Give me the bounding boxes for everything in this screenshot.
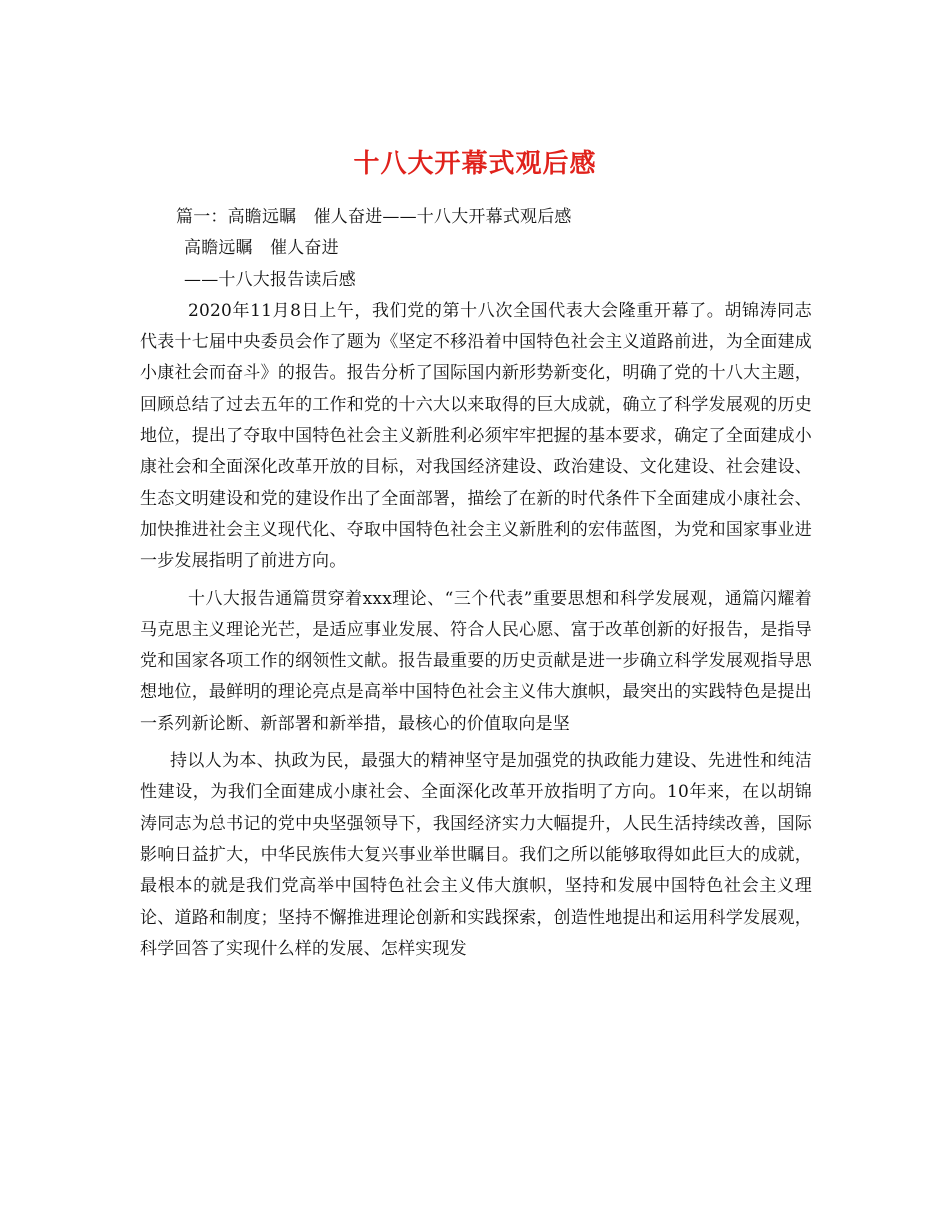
paragraph-3: 持以人为本、执政为民，最强大的精神坚守是加强党的执政能力建设、先进性和纯洁性建设，为我们全面建成小康社会、全面深化改革开放指明了方向。10年来，在以胡锦涛同志为总书记的党中央坚强领导下，我国经济实力大幅提升，人民生活持续改善，国际影响日益扩大，中华民族伟大复兴事业举世瞩目。我们之所以能够取得如此巨大的成就，最根本的就是我们党高举中国特色社会主义伟大旗帜，坚持和发展中国特色社会主义理论、道路和制度；坚持不懈推进理论创新和实践探索，创造性地提出和运用科学发展观，科学回答了实现什么样的发展、怎样实现发	[140, 751, 812, 959]
sub-caption: ——十八大报告读后感	[184, 269, 356, 290]
document-body	[140, 202, 812, 965]
section-heading: 篇一：高瞻远瞩 催人奋进——十八大开幕式观后感	[176, 207, 572, 227]
sub-heading: 高瞻远瞩 催人奋进	[184, 238, 339, 259]
document-title: 十八大开幕式观后感	[353, 149, 597, 180]
paragraph-1: 2020年11月8日上午，我们党的第十八次全国代表大会隆重开幕了。胡锦涛同志代表十七届中央委员会作了题为《坚定不移沿着中国特色社会主义道路前进，为全面建成小康社会而奋斗》的报告。报告分析了国际国内新形势新变化，明确了党的十八大主题，回顾总结了过去五年的工作和党的十六大以来取得的巨大成就，确立了科学发展观的历史地位，提出了夺取中国特色社会主义新胜利必须牢牢把握的基本要求，确定了全面建成小康社会和全面深化改革开放的目标，对我国经济建设、政治建设、文化建设、社会建设、生态文明建设和党的建设作出了全面部署，描绘了在新的时代条件下全面建成小康社会、加快推进社会主义现代化、夺取中国特色社会主义新胜利的宏伟蓝图，为党和国家事业进一步发展指明了前进方向。	[140, 300, 812, 572]
paragraph-2: 十八大报告通篇贯穿着xxx理论、“三个代表”重要思想和科学发展观，通篇闪耀着马克思主义理论光芒，是适应事业发展、符合人民心愿、富于改革创新的好报告，是指导党和国家各项工作的纲领性文献。报告最重要的历史贡献是进一步确立科学发展观指导思想地位，最鲜明的理论亮点是高举中国特色社会主义伟大旗帜，最突出的实践特色是提出一系列新论断、新部署和新举措，最核心的价值取向是坚	[140, 588, 812, 734]
